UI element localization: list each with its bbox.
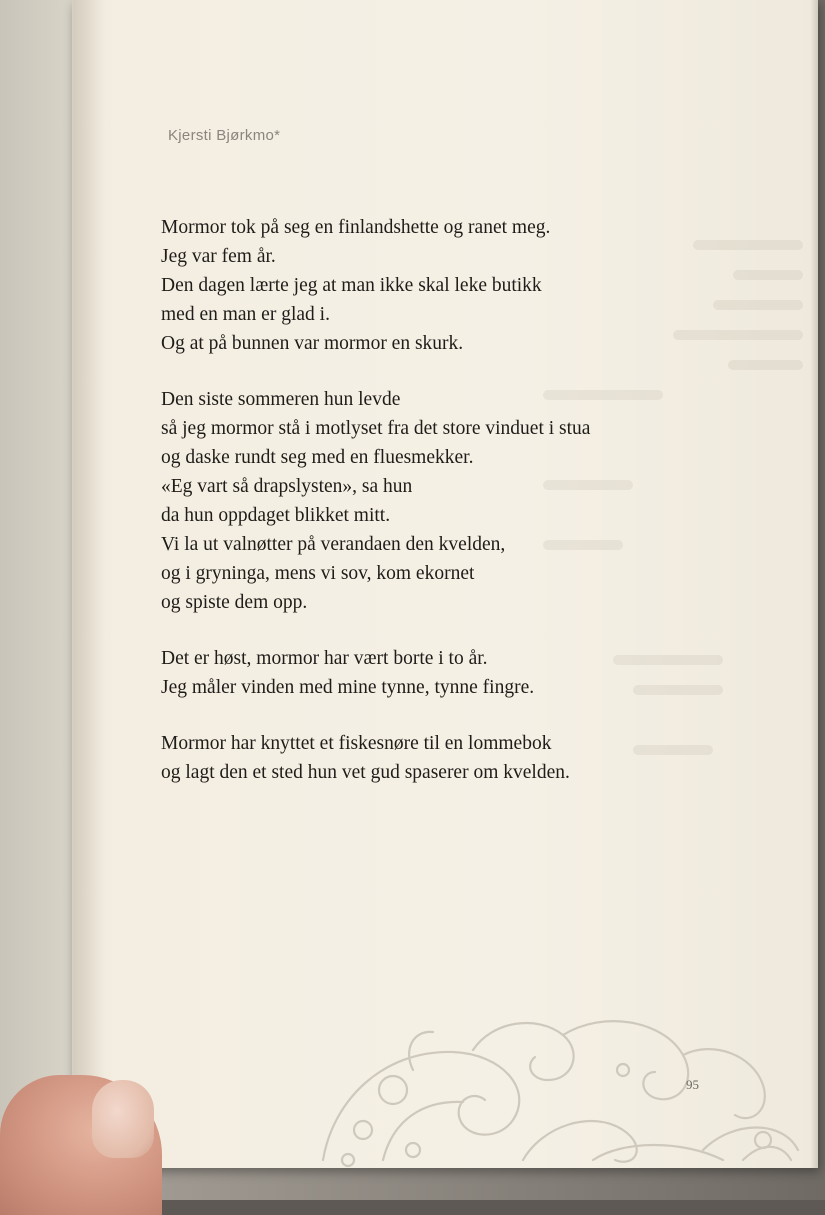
poem-line: Vi la ut valnøtter på verandaen den kvelden, xyxy=(161,534,506,555)
poem xyxy=(161,213,781,814)
page-number: 95 xyxy=(686,1077,699,1092)
poem-line: Jeg måler vinden med mine tynne, tynne fingre. xyxy=(161,677,535,698)
poem-line: da hun oppdaget blikket mitt. xyxy=(161,505,391,526)
poem-line: «Eg vart så drapslysten», sa hun xyxy=(161,476,413,497)
poem-line: Mormor tok på seg en finlandshette og ranet meg. xyxy=(161,217,551,238)
poem-line: og spiste dem opp. xyxy=(161,592,308,613)
poem-stanza xyxy=(161,644,781,702)
page-edge-shadow xyxy=(810,0,818,1168)
poem-line: Den dagen lærte jeg at man ikke skal leke butikk xyxy=(161,275,542,296)
poem-line: og i gryninga, mens vi sov, kom ekornet xyxy=(161,563,475,584)
poem-line: Det er høst, mormor har vært borte i to år. xyxy=(161,648,488,669)
poem-line: så jeg mormor stå i motlyset fra det store vinduet i stua xyxy=(161,418,591,439)
thumbnail-fingernail xyxy=(92,1080,154,1158)
poem-stanza xyxy=(161,385,781,617)
poem-line: Og at på bunnen var mormor en skurk. xyxy=(161,333,464,354)
poem-line: Den siste sommeren hun levde xyxy=(161,389,401,410)
author-name: Kjersti Bjørkmo* xyxy=(168,127,281,144)
poem-line: og daske rundt seg med en fluesmekker. xyxy=(161,447,474,468)
poem-stanza xyxy=(161,729,781,787)
poem-line: og lagt den et sted hun vet gud spaserer om kvelden. xyxy=(161,762,570,783)
poem-line: Jeg var fem år. xyxy=(161,246,276,267)
book-page xyxy=(72,0,818,1168)
poem-line: Mormor har knyttet et fiskesnøre til en lommebok xyxy=(161,733,552,754)
poem-stanza xyxy=(161,213,781,358)
page-gutter-shadow xyxy=(73,0,105,1168)
floral-ornament-icon xyxy=(263,1010,803,1168)
poem-line: med en man er glad i. xyxy=(161,304,330,325)
